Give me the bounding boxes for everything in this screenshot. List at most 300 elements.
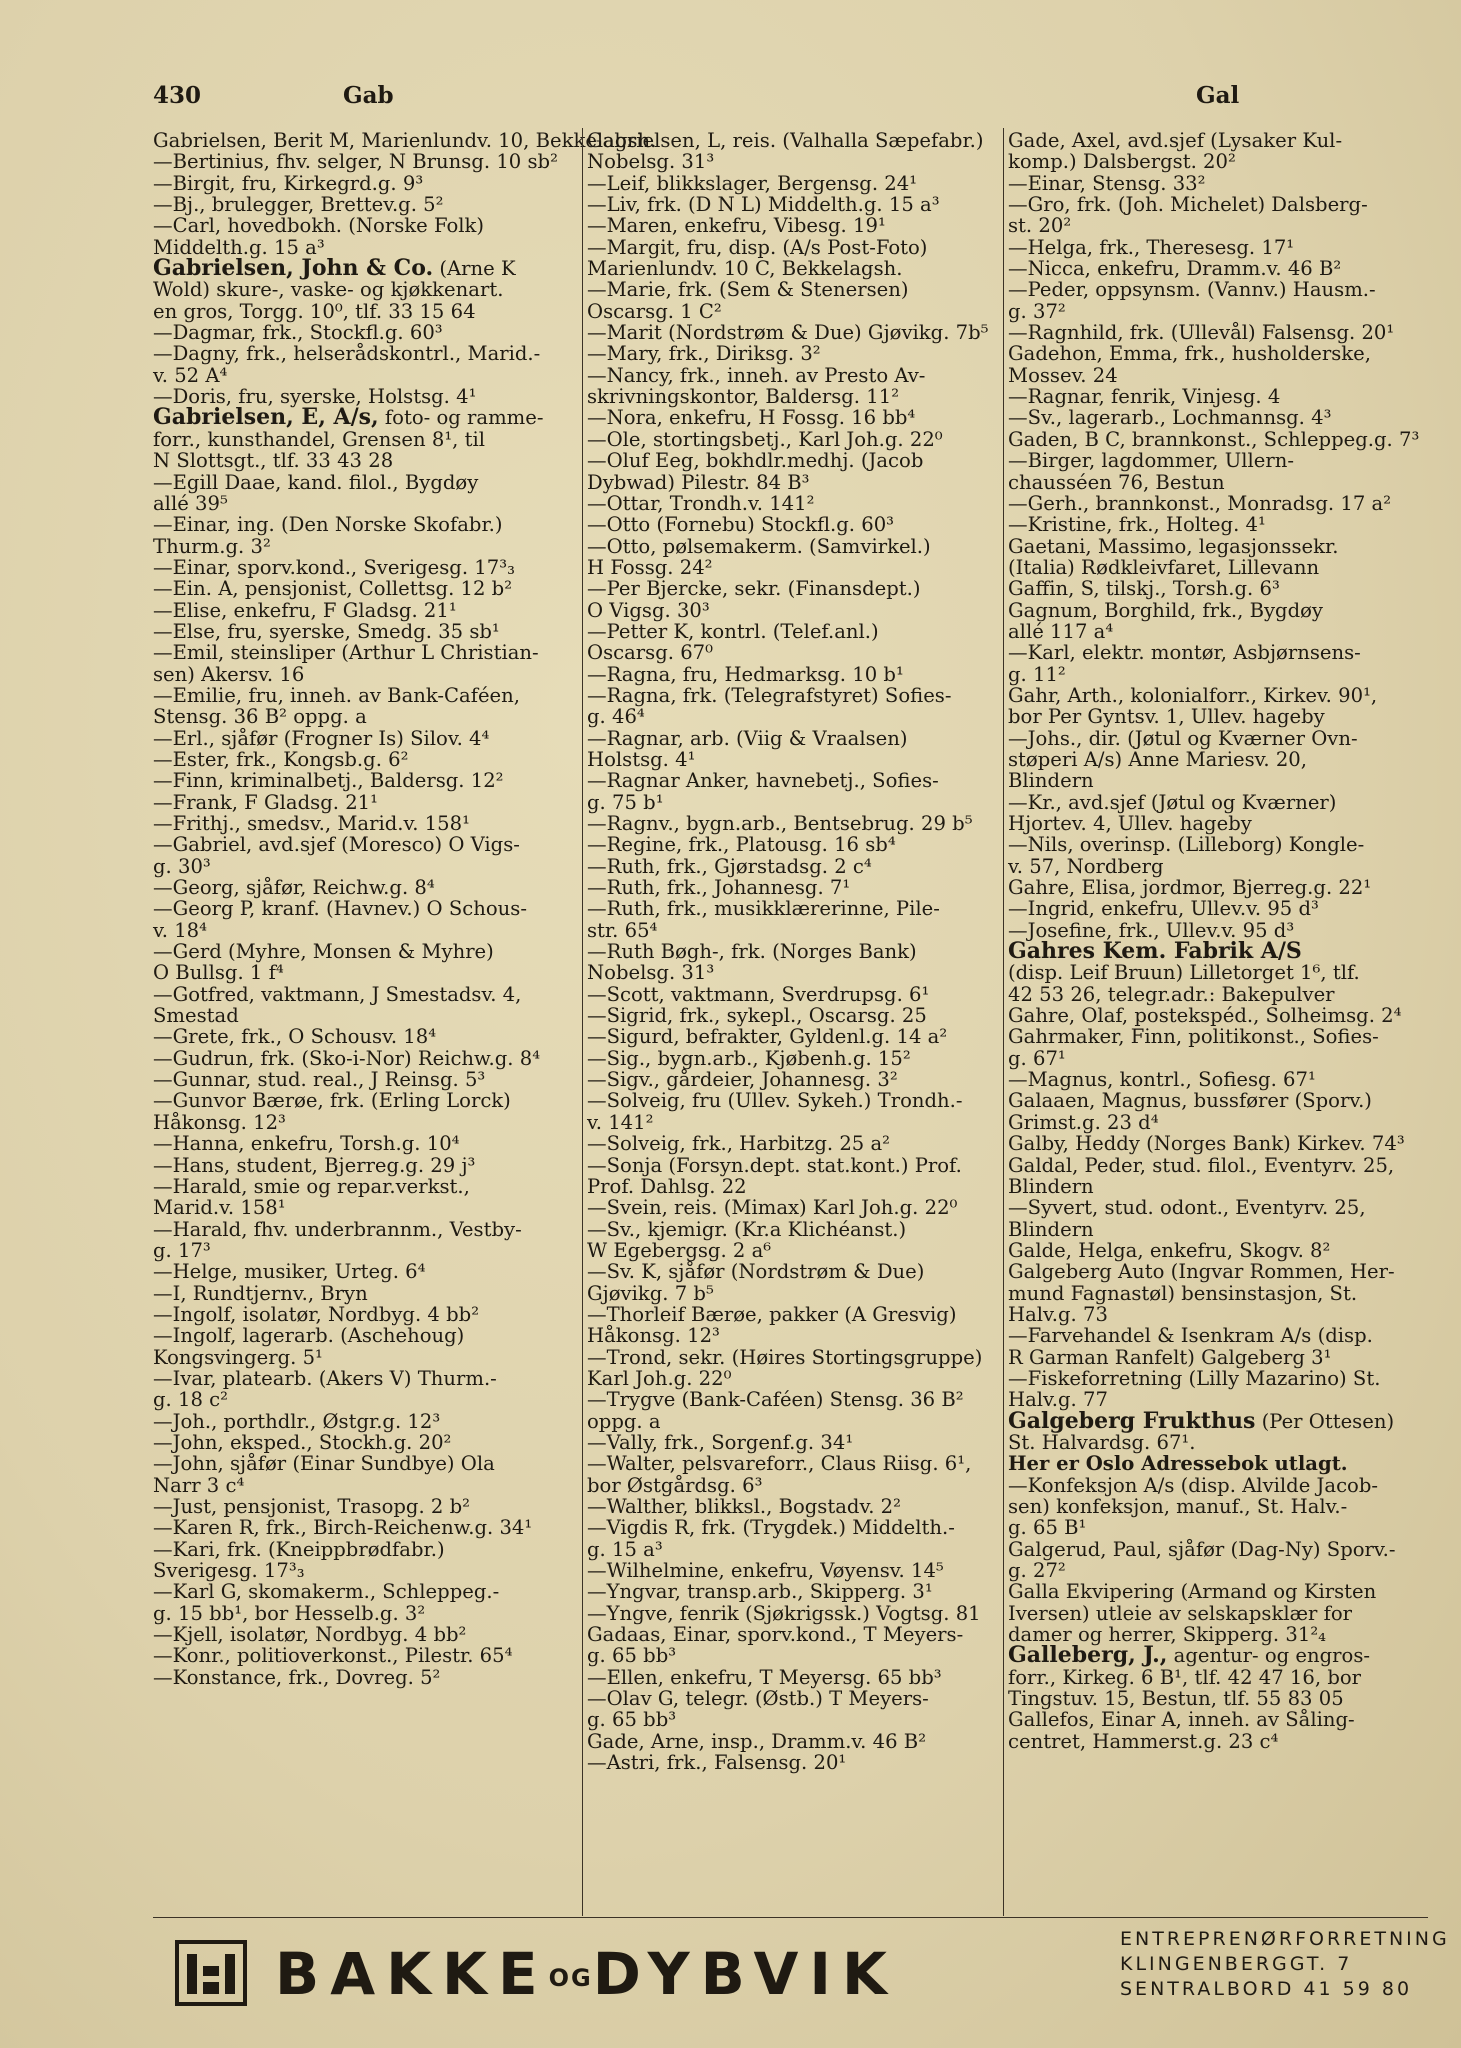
- ad-line-3: SENTRALBORD 41 59 80: [1120, 1978, 1413, 2000]
- entry-text: v. 141²: [587, 1110, 654, 1134]
- entry-text: Gadaas, Einar, sporv.kond., T Meyers-: [587, 1623, 964, 1647]
- directory-entry: [153, 1539, 579, 1560]
- entry-text: —Ellen, enkefru, T Meyersg. 65 bb³: [587, 1665, 942, 1689]
- entry-text: —Vally, frk., Sorgenf.g. 34¹: [587, 1430, 854, 1454]
- entry-text: —Konfeksjon A/s (disp. Alvilde Jacob-: [1008, 1473, 1379, 1497]
- entry-text: Håkonsg. 12³: [153, 1110, 286, 1134]
- page-number: 430: [153, 82, 202, 109]
- entry-text: —Harald, fhv. underbrannm., Vestby-: [153, 1217, 522, 1241]
- directory-entry: [1008, 1069, 1428, 1090]
- entry-text: —Josefine, frk., Ullev.v. 95 d³: [1008, 918, 1295, 942]
- directory-entry: [587, 429, 1005, 450]
- directory-entry: [153, 1133, 579, 1154]
- entry-text: —Ruth, frk., Johannesg. 7¹: [587, 876, 851, 900]
- directory-entry: [1008, 1667, 1428, 1688]
- directory-entry: [587, 642, 1005, 663]
- entry-text: St. Halvardsg. 67¹.: [1008, 1430, 1196, 1454]
- directory-entry: [1008, 1304, 1428, 1325]
- directory-entry: [153, 1005, 579, 1026]
- entry-text: —Margit, fru, disp. (A/s Post-Foto): [587, 235, 928, 259]
- entry-text: allé 39⁵: [153, 491, 228, 515]
- directory-entry: [587, 1026, 1005, 1047]
- directory-entry: [587, 728, 1005, 749]
- entry-text: Gaffin, S, tilskj., Torsh.g. 6³: [1008, 577, 1280, 601]
- entry-text: Gade, Axel, avd.sjef (Lysaker Kul-: [1008, 129, 1343, 152]
- directory-entry: [1008, 1090, 1428, 1111]
- entry-text: —Joh., porthdlr., Østgr.g. 12³: [153, 1409, 441, 1433]
- entry-text: Iversen) utleie av selskapsklær for: [1008, 1601, 1353, 1625]
- entry-text: str. 65⁴: [587, 918, 658, 942]
- entry-text: —Sigurd, befrakter, Gyldenl.g. 14 a²: [587, 1025, 948, 1049]
- entry-text: bor Østgårdsg. 6³: [587, 1473, 763, 1497]
- entry-text: Gahr, Arth., kolonialforr., Kirkev. 90¹,: [1008, 683, 1378, 707]
- entry-text: —Kristine, frk., Holteg. 4¹: [1008, 513, 1266, 537]
- entry-text: —Carl, hovedbokh. (Norske Folk): [153, 214, 485, 238]
- directory-entry: [1008, 1407, 1428, 1434]
- entry-text: g. 27²: [1008, 1559, 1066, 1583]
- entry-text: Gadehon, Emma, frk., husholderske,: [1008, 342, 1371, 366]
- entry-text: g. 46⁴: [587, 705, 645, 729]
- entry-text: —Leif, blikkslager, Bergensg. 24¹: [587, 171, 918, 195]
- directory-entry: [1008, 450, 1428, 471]
- entry-text: en gros, Torgg. 10⁰, tlf. 33 15 64: [153, 299, 476, 323]
- entry-text: g. 15 a³: [587, 1537, 663, 1561]
- directory-entry: [587, 813, 1005, 834]
- entry-text: Narr 3 c⁴: [153, 1473, 245, 1497]
- entry-text: Gahrmaker, Finn, politikonst., Sofies-: [1008, 1025, 1379, 1049]
- directory-entry: [1008, 728, 1428, 749]
- entry-text: —Nancy, frk., inneh. av Presto Av-: [587, 363, 926, 387]
- header-left-word: Gab: [343, 82, 394, 109]
- entry-text: —Oluf Eeg, bokhdlr.medhj. (Jacob: [587, 449, 924, 473]
- directory-entry: [1008, 1347, 1428, 1368]
- entry-text: Galla Ekvipering (Armand og Kirsten: [1008, 1580, 1377, 1604]
- directory-entry: [153, 1176, 579, 1197]
- directory-entry: [153, 151, 579, 172]
- directory-entry: [153, 1069, 579, 1090]
- entry-text: —Else, fru, syerske, Smedg. 35 sb¹: [153, 619, 500, 643]
- directory-entry: [153, 493, 579, 514]
- entry-text: —Marie, frk. (Sem & Stenersen): [587, 278, 909, 302]
- entry-text: g. 15 bb¹, bor Hesselb.g. 3²: [153, 1601, 426, 1625]
- directory-entry: [153, 557, 579, 578]
- directory-entry: [587, 493, 1005, 514]
- entry-text: skrivningskontor, Baldersg. 11²: [587, 385, 900, 409]
- directory-entry: [587, 450, 1005, 471]
- entry-text: —Sv., kjemigr. (Kr.a Klichéanst.): [587, 1217, 907, 1241]
- directory-entry: [153, 706, 579, 727]
- entry-text: —Ingolf, lagerarb. (Aschehoug): [153, 1324, 465, 1348]
- entry-text: —Georg P, kranf. (Havnev.) O Schous-: [153, 897, 527, 921]
- entry-text: —Farvehandel & Isenkram A/s (disp.: [1008, 1324, 1373, 1348]
- entry-text: —Bj., brulegger, Brettev.g. 5²: [153, 193, 444, 217]
- entry-text: komp.) Dalsbergst. 20²: [1008, 150, 1236, 174]
- entry-text: —Maren, enkefru, Vibesg. 19¹: [587, 214, 886, 238]
- entry-text: —Otto (Fornebu) Stockfl.g. 60³: [587, 513, 895, 537]
- directory-entry: [153, 1219, 579, 1240]
- directory-entry: [587, 1667, 1005, 1688]
- entry-text: —Ruth, frk., Gjørstadsg. 2 c⁴: [587, 854, 872, 878]
- directory-entry: [153, 429, 579, 450]
- directory-entry: [587, 1240, 1005, 1261]
- entry-text: W Egebergsg. 2 a⁶: [587, 1238, 772, 1262]
- directory-entry: [1008, 1155, 1428, 1176]
- entry-text: Halv.g. 77: [1008, 1388, 1108, 1412]
- directory-entry: [587, 130, 1005, 151]
- entry-text: Gade, Arne, insp., Dramm.v. 46 B²: [587, 1729, 927, 1753]
- directory-entry: [587, 173, 1005, 194]
- directory-entry: [587, 1624, 1005, 1645]
- directory-entry: [587, 834, 1005, 855]
- directory-entry: [1008, 151, 1428, 172]
- entry-text: —Einar, Stensg. 33²: [1008, 171, 1206, 195]
- entry-text: —Gro, frk. (Joh. Michelet) Dalsberg-: [1008, 193, 1368, 217]
- entry-text: damer og herrer, Skipperg. 31²₄: [1008, 1623, 1327, 1647]
- entry-text: centret, Hammerst.g. 23 c⁴: [1008, 1729, 1279, 1753]
- column-3: [1008, 130, 1428, 1915]
- entry-text: Gagnum, Borghild, frk., Bygdøy: [1008, 598, 1324, 622]
- entry-text: —Finn, kriminalbetj., Baldersg. 12²: [153, 769, 504, 793]
- directory-entry: [153, 1453, 579, 1474]
- entry-text: Gahres Kem. Fabrik A/S: [1008, 938, 1302, 965]
- entry-text: Oscarsg. 1 C²: [587, 299, 722, 323]
- entry-rest: foto- og ramme-: [378, 406, 544, 430]
- entry-text: —Kari, frk. (Kneippbrødfabr.): [153, 1537, 445, 1561]
- entry-text: —Ragnar, fenrik, Vinjesg. 4: [1008, 385, 1281, 409]
- entry-text: Gallefos, Einar A, inneh. av Såling-: [1008, 1708, 1355, 1732]
- directory-entry: [587, 1581, 1005, 1602]
- ad-address: [1120, 1927, 1450, 2002]
- directory-entry: [587, 984, 1005, 1005]
- entry-text: —Ragnhild, frk. (Ullevål) Falsensg. 20¹: [1008, 321, 1395, 345]
- directory-entry: [153, 1155, 579, 1176]
- directory-entry: [153, 813, 579, 834]
- directory-entry: [1008, 301, 1428, 322]
- directory-entry: [1008, 664, 1428, 685]
- directory-entry: [153, 279, 579, 300]
- entry-text: Blindern: [1008, 769, 1094, 793]
- directory-entry: [1008, 1368, 1428, 1389]
- directory-entry: [1008, 1731, 1428, 1752]
- entry-text: —Sig., bygn.arb., Kjøbenh.g. 15²: [587, 1046, 911, 1070]
- directory-entry: [587, 258, 1005, 279]
- entry-text: —Doris, fru, syerske, Holstsg. 4¹: [153, 385, 477, 409]
- entry-text: Gahre, Olaf, postekspéd., Solheimsg. 2⁴: [1008, 1004, 1402, 1028]
- directory-entry: [1008, 621, 1428, 642]
- entry-text: —Walther, blikksl., Bogstadv. 2²: [587, 1495, 901, 1518]
- entry-text: Gabrielsen, John & Co.: [153, 255, 434, 282]
- entry-text: —Just, pensjonist, Trasopg. 2 b²: [153, 1495, 471, 1518]
- directory-entry: [587, 1517, 1005, 1538]
- footer-rule: [153, 1917, 1428, 1918]
- directory-entry: [153, 792, 579, 813]
- entry-text: —Bertinius, fhv. selger, N Brunsg. 10 sb²: [153, 150, 558, 174]
- directory-entry: [587, 1219, 1005, 1240]
- directory-entry: [587, 1155, 1005, 1176]
- directory-entry: [587, 621, 1005, 642]
- entry-text: g. 30³: [153, 854, 211, 878]
- entry-text: Gabrielsen, E, A/s,: [153, 404, 379, 431]
- directory-entry: [1008, 1642, 1428, 1669]
- entry-text: —Solveig, frk., Harbitzg. 25 a²: [587, 1132, 891, 1156]
- entry-text: —Trond, sekr. (Høires Stortingsgruppe): [587, 1345, 983, 1369]
- directory-entry: [153, 536, 579, 557]
- entry-text: Marid.v. 158¹: [153, 1196, 286, 1220]
- directory-entry: [153, 962, 579, 983]
- entry-text: —Gotfred, vaktmann, J Smestadsv. 4,: [153, 982, 522, 1006]
- directory-entry: [587, 279, 1005, 300]
- directory-entry: [1008, 1709, 1428, 1730]
- directory-entry: [587, 1560, 1005, 1581]
- directory-entry: [153, 834, 579, 855]
- directory-entry: [153, 472, 579, 493]
- directory-entry: [1008, 962, 1428, 983]
- directory-entry: [587, 1453, 1005, 1474]
- entry-text: —Per Bjercke, sekr. (Finansdept.): [587, 577, 921, 601]
- entry-text: Gaetani, Massimo, legasjonssekr.: [1008, 534, 1339, 558]
- directory-entry: [153, 1560, 579, 1581]
- directory-entry: [587, 856, 1005, 877]
- entry-text: Galdal, Peder, stud. filol., Eventyrv. 25,: [1008, 1153, 1395, 1177]
- entry-text: —Konr., politioverkonst., Pilestr. 65⁴: [153, 1644, 513, 1668]
- directory-entry: [1008, 536, 1428, 557]
- entry-text: Håkonsg. 12³: [587, 1324, 720, 1348]
- directory-entry: [587, 1731, 1005, 1752]
- brand-right: DYBVIK: [592, 1940, 898, 2008]
- entry-text: —Gerh., brannkonst., Monradsg. 17 a²: [1008, 491, 1392, 515]
- directory-entry: [1008, 600, 1428, 621]
- entry-text: —Johs., dir. (Jøtul og Kværner Ovn-: [1008, 726, 1358, 750]
- entry-text: —Ester, frk., Kongsb.g. 6²: [153, 747, 409, 771]
- entry-text: —Ragna, fru, Hedmarksg. 10 b¹: [587, 662, 904, 686]
- entry-text: sen) konfeksjon, manuf., St. Halv.-: [1008, 1495, 1348, 1518]
- directory-entry: [587, 749, 1005, 770]
- entry-text: N Slottsgt., tlf. 33 43 28: [153, 449, 394, 473]
- entry-text: g. 65 B¹: [1008, 1516, 1087, 1540]
- ad-line-1: ENTREPRENØRFORRETNING: [1120, 1928, 1450, 1950]
- column-2: [587, 130, 1005, 1915]
- directory-entry: [1008, 429, 1428, 450]
- entry-text: v. 18⁴: [153, 918, 207, 942]
- entry-text: Dybwad) Pilestr. 84 B³: [587, 470, 810, 494]
- entry-text: Mossev. 24: [1008, 363, 1118, 387]
- entry-text: —Svein, reis. (Mimax) Karl Joh.g. 22⁰: [587, 1196, 958, 1220]
- entry-text: Hjortev. 4, Ullev. hageby: [1008, 812, 1252, 835]
- directory-entry: [153, 1389, 579, 1410]
- entry-text: —Dagmar, frk., Stockfl.g. 60³: [153, 321, 443, 345]
- directory-entry: [153, 129, 657, 152]
- brand-name: [275, 1939, 898, 2013]
- entry-text: Smestad: [153, 1004, 239, 1028]
- entry-text: —Helga, frk., Theresesg. 17¹: [1008, 235, 1295, 259]
- entry-text: st. 20²: [1008, 214, 1072, 238]
- directory-entry: [587, 1325, 1005, 1346]
- entry-text: Galgeberg Auto (Ingvar Rommen, Her-: [1008, 1260, 1395, 1284]
- directory-entry: [587, 1005, 1005, 1026]
- entry-text: Galby, Heddy (Norges Bank) Kirkev. 74³: [1008, 1132, 1405, 1156]
- directory-entry: [587, 1688, 1005, 1709]
- directory-entry: [153, 621, 579, 642]
- entry-text: —Olav G, telegr. (Østb.) T Meyers-: [587, 1687, 929, 1711]
- directory-entry: [587, 1368, 1005, 1389]
- directory-entry: [1008, 1176, 1428, 1197]
- entry-text: oppg. a: [587, 1409, 661, 1433]
- directory-entry: [1008, 1283, 1428, 1304]
- entry-text: —Petter K, kontrl. (Telef.anl.): [587, 619, 879, 643]
- entry-text: forr., Kirkeg. 6 B¹, tlf. 42 47 16, bor: [1008, 1665, 1362, 1689]
- directory-entry: [1008, 1517, 1428, 1538]
- directory-entry: [153, 1283, 579, 1304]
- directory-entry: [153, 514, 579, 535]
- directory-entry: [1008, 173, 1428, 194]
- entry-rest: (Arne K: [433, 257, 516, 281]
- entry-text: Tingstuv. 15, Bestun, tlf. 55 83 05: [1008, 1687, 1344, 1711]
- directory-entry: [153, 1667, 579, 1688]
- directory-entry: [587, 472, 1005, 493]
- directory-entry: [153, 664, 579, 685]
- entry-text: —Mary, frk., Diriksg. 3²: [587, 342, 821, 366]
- entry-text: allé 117 a⁴: [1008, 619, 1114, 643]
- entry-text: forr., kunsthandel, Grensen 8¹, til: [153, 427, 486, 451]
- column-divider: [582, 128, 583, 1916]
- entry-text: —Harald, smie og repar.verkst.,: [153, 1174, 470, 1198]
- entry-text: —Gabriel, avd.sjef (Moresco) O Vigs-: [153, 833, 520, 857]
- directory-entry: [587, 962, 1005, 983]
- directory-entry: [1008, 749, 1428, 770]
- directory-entry: [587, 1347, 1005, 1368]
- entry-text: —Gudrun, frk. (Sko-i-Nor) Reichw.g. 8⁴: [153, 1046, 541, 1070]
- entry-text: —Karl G, skomakerm., Schleppeg.-: [153, 1580, 500, 1604]
- directory-entry: [153, 1432, 579, 1453]
- entry-text: —Ingolf, isolatør, Nordbyg. 4 bb²: [153, 1302, 480, 1326]
- directory-entry: [587, 941, 1005, 962]
- entry-text: —Gunnar, stud. real., J Reinsg. 5³: [153, 1068, 486, 1092]
- entry-text: mund Fagnastøl) bensinstasjon, St.: [1008, 1281, 1358, 1305]
- directory-entry: [153, 600, 579, 621]
- entry-text: g. 17³: [153, 1238, 211, 1262]
- entry-text: —Nicca, enkefru, Dramm.v. 46 B²: [1008, 257, 1342, 281]
- directory-entry: [587, 664, 1005, 685]
- directory-entry: [1008, 1325, 1428, 1346]
- directory-entry: [1008, 792, 1428, 813]
- entry-text: sen) Akersv. 16: [153, 662, 305, 686]
- directory-entry: [587, 215, 1005, 236]
- entry-rest: agentur- og engros-: [1167, 1644, 1370, 1668]
- entry-text: —Thorleif Bærøe, pakker (A Gresvig): [587, 1302, 957, 1326]
- entry-text: —Frank, F Gladsg. 21¹: [153, 790, 378, 814]
- entry-text: H Fossg. 24²: [587, 555, 713, 579]
- directory-entry: [153, 1304, 579, 1325]
- entry-text: —Kr., avd.sjef (Jøtul og Kværner): [1008, 790, 1337, 814]
- entry-text: —Einar, sporv.kond., Sverigesg. 17³₃: [153, 555, 515, 579]
- entry-text: g. 75 b¹: [587, 790, 664, 814]
- directory-entry: [1008, 1475, 1428, 1496]
- entry-text: g. 18 c²: [153, 1388, 228, 1412]
- directory-entry: [587, 1176, 1005, 1197]
- entry-text: —Emil, steinsliper (Arthur L Christian-: [153, 641, 539, 665]
- directory-entry: [1008, 834, 1428, 855]
- directory-entry: [587, 1048, 1005, 1069]
- directory-entry: [587, 1197, 1005, 1218]
- directory-entry: [153, 1026, 579, 1047]
- directory-entry: [587, 1261, 1005, 1282]
- entry-text: Gabrielsen, L, reis. (Valhalla Sæpefabr.): [587, 129, 984, 152]
- directory-entry: [153, 1581, 579, 1602]
- directory-entry: [1008, 984, 1428, 1005]
- entry-text: Her er Oslo Adressebok utlagt.: [1008, 1452, 1348, 1476]
- entry-rest: (Per Ottesen): [1255, 1409, 1395, 1433]
- entry-text: Gabrielsen, Berit M, Marienlundv. 10, Bekkelagsh.: [153, 129, 657, 152]
- entry-text: Galde, Helga, enkefru, Skogv. 8²: [1008, 1238, 1331, 1262]
- entry-text: v. 57, Nordberg: [1008, 854, 1164, 878]
- directory-entry: [153, 1240, 579, 1261]
- entry-text: —Birger, lagdommer, Ullern-: [1008, 449, 1294, 473]
- entry-text: Halv.g. 73: [1008, 1302, 1108, 1326]
- entry-text: —Ragnar Anker, havnebetj., Sofies-: [587, 769, 939, 793]
- directory-entry: [153, 343, 579, 364]
- building-logo-icon: [175, 1940, 247, 2006]
- directory-entry: [587, 1539, 1005, 1560]
- entry-text: —Elise, enkefru, F Gladsg. 21¹: [153, 598, 457, 622]
- directory-entry: [587, 237, 1005, 258]
- directory-entry: [1008, 237, 1428, 258]
- directory-entry: [587, 1112, 1005, 1133]
- entry-text: —Ragnar, arb. (Viig & Vraalsen): [587, 726, 908, 750]
- directory-entry: [153, 984, 579, 1005]
- directory-entry: [587, 578, 1005, 599]
- directory-entry: [1008, 1261, 1428, 1282]
- entry-text: Sverigesg. 17³₃: [153, 1559, 305, 1583]
- brand-og: OG: [548, 1963, 593, 1992]
- directory-entry: [587, 770, 1005, 791]
- directory-entry: [1008, 813, 1428, 834]
- entry-text: —Nora, enkefru, H Fossg. 16 bb⁴: [587, 406, 916, 430]
- entry-text: bor Per Gyntsv. 1, Ullev. hageby: [1008, 705, 1325, 729]
- header-right-word: Gal: [1196, 82, 1240, 109]
- directory-entry: [153, 322, 579, 343]
- entry-text: Marienlundv. 10 C, Bekkelagsh.: [587, 257, 903, 281]
- directory-entry: [153, 1261, 579, 1282]
- directory-entry: [587, 301, 1005, 322]
- entry-text: —Magnus, kontrl., Sofiesg. 67¹: [1008, 1068, 1316, 1092]
- directory-entry: [587, 898, 1005, 919]
- directory-entry: [587, 1752, 1005, 1773]
- entry-text: —Egill Daae, kand. filol., Bygdøy: [153, 470, 479, 494]
- directory-entry: [587, 386, 1005, 407]
- entry-text: —Ruth Bøgh-, frk. (Norges Bank): [587, 940, 917, 964]
- entry-text: —Georg, sjåfør, Reichw.g. 8⁴: [153, 876, 435, 900]
- entry-text: —Syvert, stud. odont., Eventyrv. 25,: [1008, 1196, 1366, 1220]
- directory-entry: [587, 1411, 1005, 1432]
- directory-entry: [587, 407, 1005, 428]
- directory-entry: [587, 557, 1005, 578]
- directory-entry: [1008, 472, 1428, 493]
- entry-text: —John, sjåfør (Einar Sundbye) Ola: [153, 1452, 495, 1476]
- directory-entry: [1008, 1219, 1428, 1240]
- entry-text: g. 11²: [1008, 662, 1066, 686]
- entry-text: —I, Rundtjernv., Bryn: [153, 1281, 368, 1305]
- directory-entry: [153, 1112, 579, 1133]
- directory-entry: [153, 1475, 579, 1496]
- directory-entry: [1008, 706, 1428, 727]
- directory-entry: [153, 770, 579, 791]
- advertisement: [175, 1925, 1450, 2025]
- entry-text: —Gunvor Bærøe, frk. (Erling Lorck): [153, 1089, 511, 1113]
- directory-entry: [1008, 557, 1428, 578]
- directory-entry: [1008, 1581, 1428, 1602]
- directory-entry: [587, 706, 1005, 727]
- entry-text: —Ivar, platearb. (Akers V) Thurm.-: [153, 1366, 497, 1390]
